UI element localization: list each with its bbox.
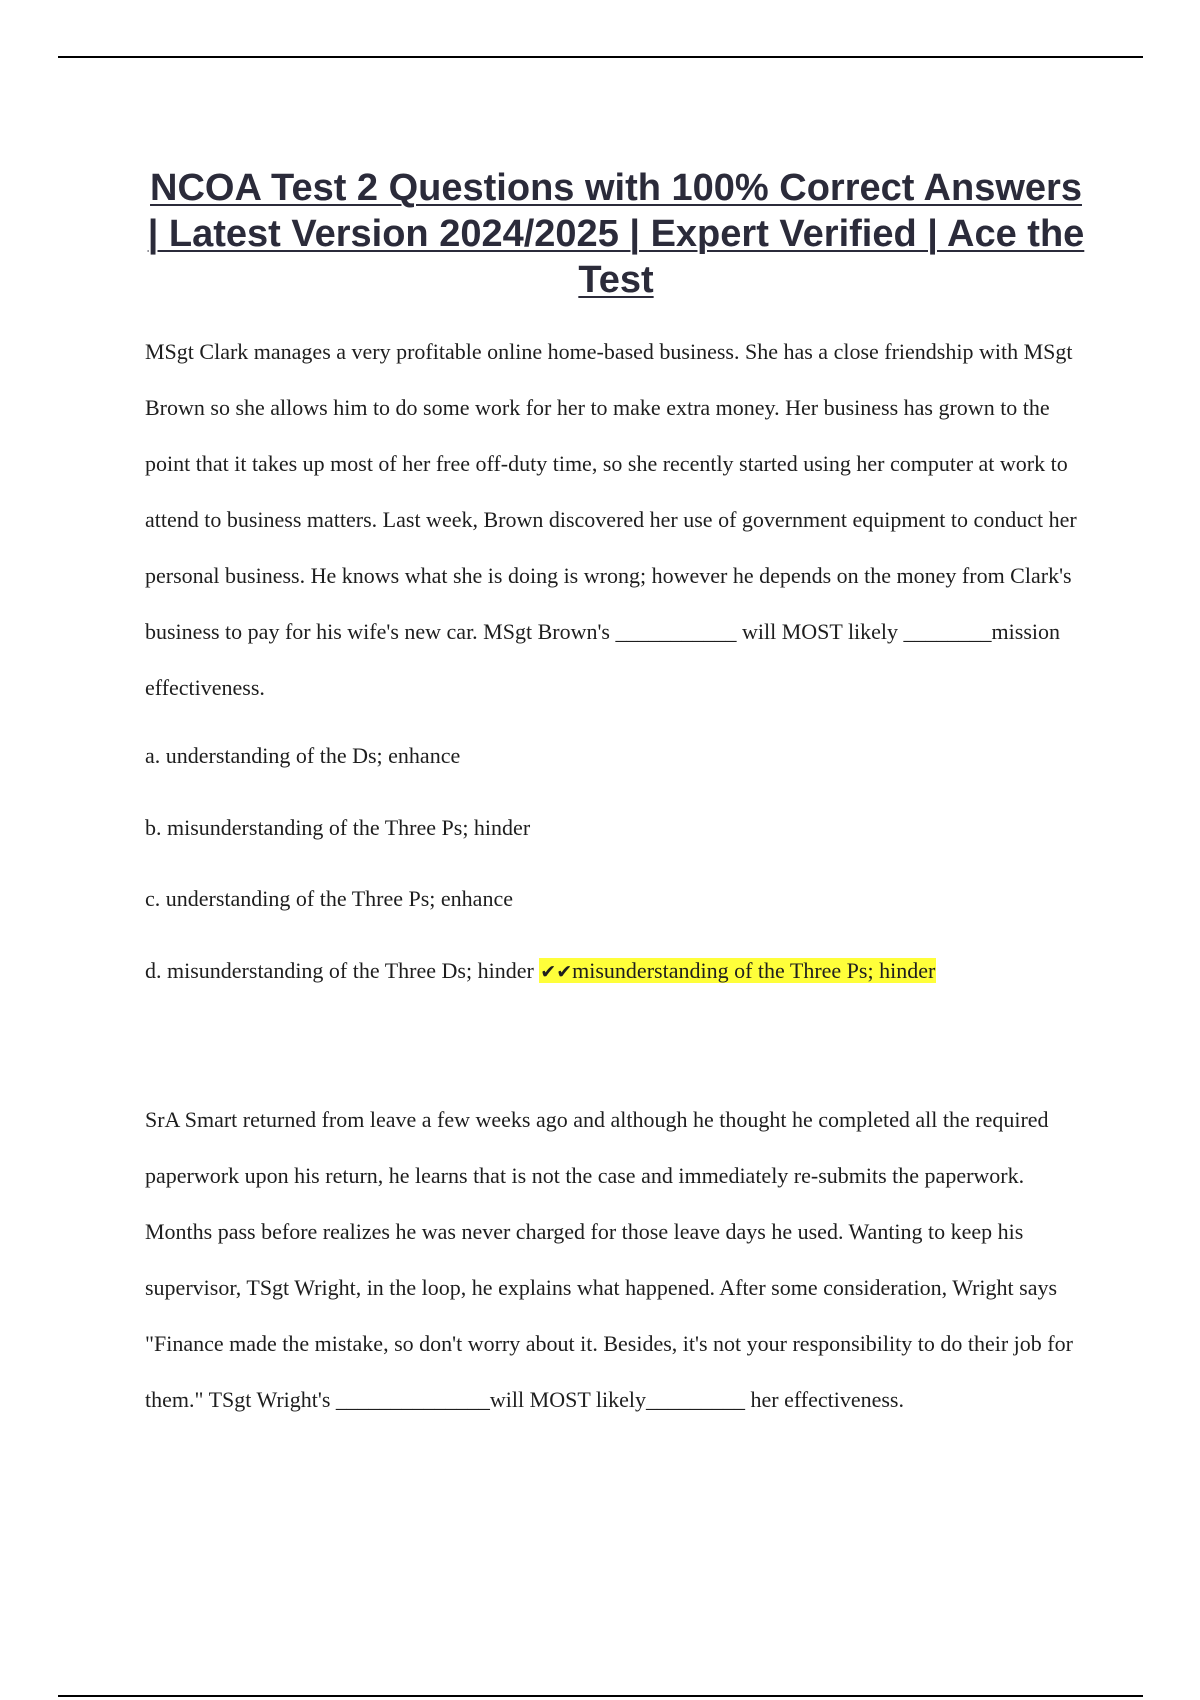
document-title [140, 165, 1092, 303]
question-1-option-b: b. misunderstanding of the Three Ps; hinder [145, 815, 531, 840]
check-icon: ✔✔ [540, 961, 573, 983]
question-1-option-d: d. misunderstanding of the Three Ds; hinder [145, 958, 534, 983]
question-1-option-d-row [145, 956, 1105, 987]
question-1-option-a: a. understanding of the Ds; enhance [145, 743, 461, 768]
question-1-text: MSgt Clark manages a very profitable online home-based business. She has a close friendship with MSgt Brown so she allows him to do some work for her to make extra money. Her business has grown to the point that it takes up most of her free off-duty time, so she recently started using her computer at work to attend to business matters. Last week, Brown discovered her use of government equipment to conduct her personal business. He knows what she is doing is wrong; however he depends on the money from Clark's business to pay for his wife's new car. MSgt Brown's ___________ will MOST likely ________mission effectiveness. [145, 339, 1077, 700]
bottom-rule [58, 1695, 1143, 1697]
question-2-text: SrA Smart returned from leave a few weeks ago and although he thought he completed all the required paperwork upon his return, he learns that is not the case and immediately re-submits the paperwork. Months pass before realizes he was never charged for those leave days he used. Wanting to keep his supervisor, TSgt Wright, in the loop, he explains what happened. After some consideration, Wright says "Finance made the mistake, so don't worry about it. Besides, it's not your responsibility to do their job for them." TSgt Wright's ______________will MOST likely_________ her effectiveness. [145, 1107, 1073, 1412]
top-rule [58, 56, 1143, 58]
question-1-answer-highlight [539, 958, 936, 983]
question-1-option-c: c. understanding of the Three Ps; enhance [145, 886, 513, 911]
document-title-text: NCOA Test 2 Questions with 100% Correct Answers | Latest Version 2024/2025 | Expert Verified | Ace the Test [147, 167, 1085, 302]
question-1-answer: misunderstanding of the Three Ps; hinder [572, 958, 936, 983]
